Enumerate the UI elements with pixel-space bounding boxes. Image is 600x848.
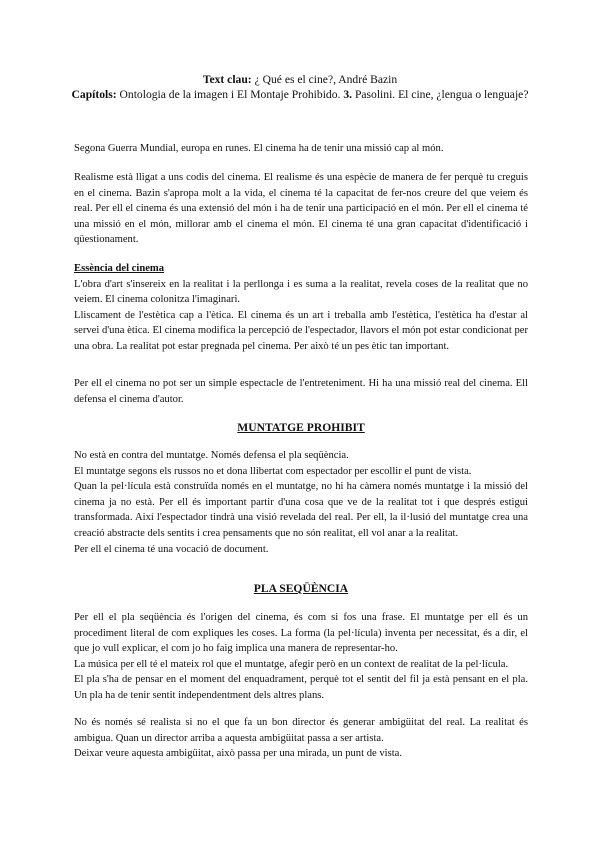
sequence-paragraph-4: No és només sé realista si no el que fa un bon director és generar ambigüitat del real. La realitat és ambigua. Quan un director arriba a aquesta ambigüitat passa a ser artista.: [74, 717, 528, 744]
essence-paragraph-3: Per ell el cinema no pot ser un simple espectacle de l'entreteniment. Hi ha una missió real del cinema. Ell defensa el cinema d'autor.: [74, 378, 528, 405]
intro-block: [74, 141, 528, 157]
text-key-line: [70, 72, 530, 87]
montage-heading: MUNTATGE PROHIBIT: [237, 421, 365, 434]
sequence-heading: PLA SEQÜÈNCIA: [253, 582, 349, 595]
montage-block: [74, 448, 528, 557]
text-key-value: ¿ Qué es el cine?, André Bazin: [254, 73, 398, 86]
essence-heading: Essència del cinema: [74, 263, 165, 274]
sequence-paragraph-1: Per ell el pla seqüència és l'origen del cinema, és com si fos una frase. El muntatge per ell és un procediment literal de com expliques les coses. La forma (la pel·lícula) inventa per necessitat, és a dir, el que jo vull explicar, el com jo ho faig implica una manera de representar-ho.: [74, 612, 528, 655]
intro-paragraph: Segona Guerra Mundial, europa en runes. El cinema ha de tenir una missió cap al món.: [74, 143, 444, 154]
montage-paragraph-4: Per ell el cinema té una vocació de document.: [74, 543, 269, 555]
essence-closing-block: [74, 376, 528, 407]
essence-block: [74, 261, 528, 355]
chapters-value-2: Pasolini. El cine, ¿lengua o lenguaje?: [354, 88, 529, 101]
ambiguity-block: [74, 715, 528, 762]
sequence-paragraph-2: La música per ell té el mateix rol que el muntatge, afegir però en un context de realitat de la pel·lícula.: [74, 658, 509, 670]
document-header: [70, 72, 530, 102]
montage-paragraph-3: Quan la pel·lícula està construïda només en el muntatge, no hi ha càmera només muntatge i la missió del cinema ja no està. Per ell és important partir d'una cosa que ve de la realitat tot i que després estigui transformada. Així l'espectador tindrà una visió revelada del real. Per ell, la il·lusió del muntatge crea una creació abstracte dels sentits i crea pensaments que no són realitat, ell vol anar a la realitat.: [74, 481, 528, 539]
sequence-paragraph-3: El pla s'ha de pensar en el moment del enquadrament, perquè tot el sentit del fil ja està pensant en el pla. Un pla ha de tenir sentit independentment dels altres plans.: [74, 674, 528, 701]
text-key-label: Text clau:: [202, 73, 252, 86]
essence-paragraph-2: Lliscament de l'estètica cap a l'ètica. El cinema és un art i treballa amb l'estètica, l'estètica ha d'estar al servei d'una ètica. El cinema modifica la percepció de l'espectador, llavors el món pot estar condicionat per una obra. La realitat pot estar pregnada pel cinema. Per això té un pes ètic tan important.: [74, 309, 528, 352]
chapters-number: 3.: [343, 88, 353, 101]
realism-block: [74, 170, 528, 248]
chapters-line: [70, 87, 530, 102]
realism-paragraph: Realisme està lligat a uns codis del cinema. El realisme és una espècie de manera de fer perquè tu creguis en el cinema. Bazin s'apropa molt a la vida, el cinema té la capacitat de fer-nos creure del que veiem és real. Per ell el cinema és una extensió del món i ha de tenir una participació en el món. Per ell el cinema té una missió en el món, millorar amb el cinema el món. El cinema té una gran capacitat d'identificació i qüestionament.: [74, 172, 528, 246]
essence-paragraph-1: L'obra d'art s'insereix en la realitat i la perllonga i es suma a la realitat, revela coses de la realitat que no veiem. El cinema colonitza l'imaginari.: [74, 278, 528, 306]
sequence-paragraph-5: Deixar veure aquesta ambigüitat, això passa per una mirada, un punt de vista.: [74, 748, 403, 760]
sequence-block: [74, 610, 528, 704]
chapters-label: Capítols:: [71, 88, 117, 101]
chapters-value-1: Ontologia de la imagen i El Montaje Prohibido.: [119, 88, 341, 101]
montage-paragraph-2: El muntatge segons els russos no et dona llibertat com espectador per escollir el punt de vista.: [74, 465, 472, 477]
montage-paragraph-1: No està en contra del muntatge. Només defensa el pla seqüència.: [74, 450, 349, 461]
